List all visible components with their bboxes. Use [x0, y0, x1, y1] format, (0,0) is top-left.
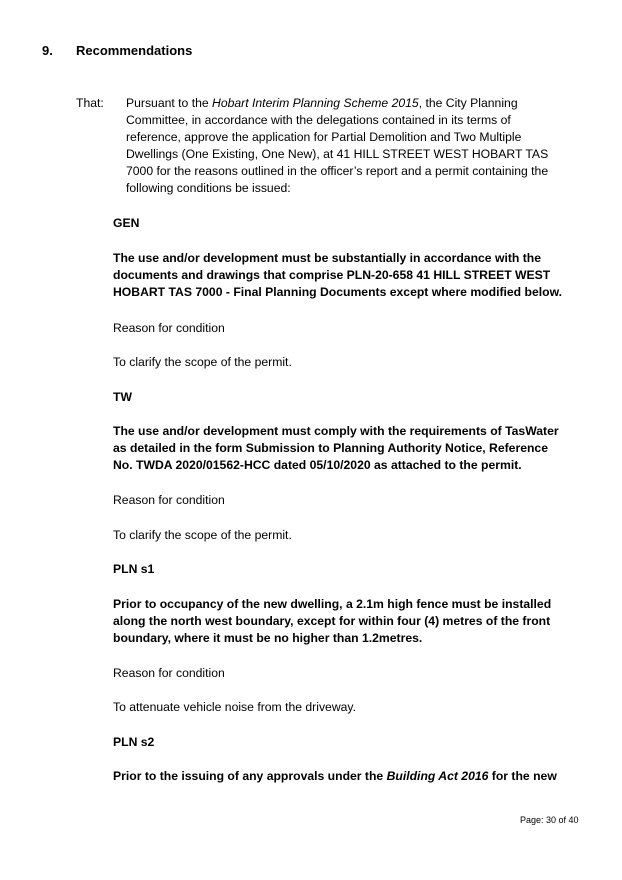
condition-code-pln-s1: PLN s1 — [113, 562, 155, 576]
intro-paragraph — [126, 95, 548, 197]
condition-line: boundary, where it must be no higher than 1.2metres. — [113, 631, 423, 645]
condition-line: Prior to occupancy of the new dwelling, a 2.1m high fence must be installed — [113, 597, 552, 611]
reason-label-tw: Reason for condition — [113, 493, 225, 507]
section-number: 9. — [42, 43, 53, 58]
intro-line-1 — [126, 95, 548, 112]
intro-line1-post: , the City Planning — [418, 96, 518, 110]
intro-line: reference, approve the application for Partial Demolition and Two Multiple — [126, 130, 522, 144]
section-title: Recommendations — [76, 43, 193, 58]
condition-line: documents and drawings that comprise PLN-20-658 41 HILL STREET WEST — [113, 268, 551, 282]
intro-line: Committee, in accordance with the delegations contained in its terms of — [126, 113, 511, 127]
condition-line: The use and/or development must be substantially in accordance with the — [113, 251, 542, 265]
reason-label-gen: Reason for condition — [113, 321, 225, 335]
pln-s2-text-post: for the new — [488, 769, 557, 783]
condition-code-pln-s2: PLN s2 — [113, 735, 155, 749]
intro-line1-pre: Pursuant to the — [126, 96, 213, 110]
intro-line: following conditions be issued: — [126, 181, 291, 195]
intro-line: Dwellings (One Existing, One New), at 41 HILL STREET WEST HOBART TAS — [126, 147, 549, 161]
condition-text-tw — [113, 423, 559, 474]
planning-scheme-name: Hobart Interim Planning Scheme 2015 — [212, 96, 419, 110]
reason-label-pln-s1: Reason for condition — [113, 666, 225, 680]
condition-line: The use and/or development must comply with the requirements of TasWater — [113, 424, 559, 438]
condition-line: No. TWDA 2020/01562-HCC dated 05/10/2020 as attached to the permit. — [113, 458, 522, 472]
page-number: Page: 30 of 40 — [520, 815, 579, 825]
condition-text-pln-s2 — [113, 768, 557, 785]
pln-s2-text-pre: Prior to the issuing of any approvals under the — [113, 769, 387, 783]
condition-text-pln-s1 — [113, 596, 551, 647]
reason-gen: To clarify the scope of the permit. — [113, 355, 292, 369]
intro-line: 7000 for the reasons outlined in the officer’s report and a permit containing the — [126, 164, 549, 178]
that-label: That: — [76, 96, 104, 110]
condition-line: along the north west boundary, except for within four (4) metres of the front — [113, 614, 551, 628]
reason-pln-s1: To attenuate vehicle noise from the driveway. — [113, 700, 356, 714]
building-act-name: Building Act 2016 — [386, 769, 489, 783]
condition-code-gen: GEN — [113, 216, 140, 230]
condition-line: HOBART TAS 7000 - Final Planning Documents except where modified below. — [113, 285, 562, 299]
condition-code-tw: TW — [113, 390, 132, 404]
condition-text-gen — [113, 250, 562, 301]
condition-line: as detailed in the form Submission to Planning Authority Notice, Reference — [113, 441, 548, 455]
reason-tw: To clarify the scope of the permit. — [113, 528, 292, 542]
